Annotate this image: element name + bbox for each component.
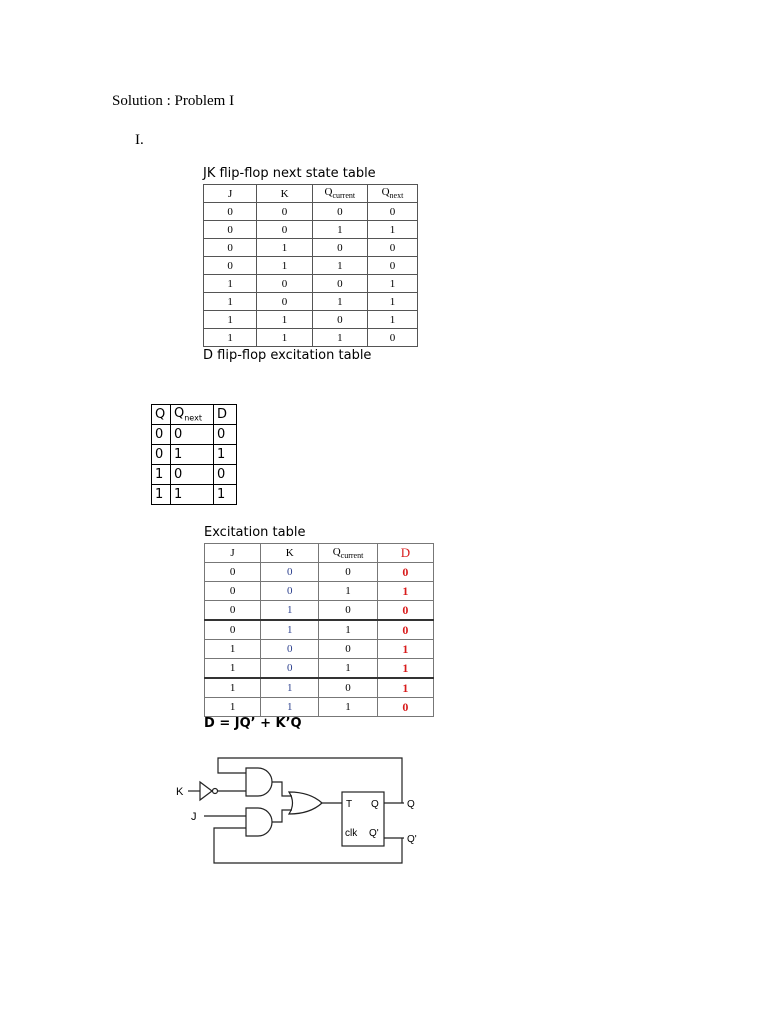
header-q-next: $Q_{next}$ xyxy=(171,405,214,425)
table-cell: 1 xyxy=(257,257,312,275)
table-cell: 1 xyxy=(319,620,378,640)
table-cell: 1 xyxy=(261,698,319,717)
table-row xyxy=(205,563,434,582)
table-cell: 0 xyxy=(204,239,257,257)
header-d: D xyxy=(214,405,237,425)
table-cell: 1 xyxy=(205,678,261,698)
and-bottom-output-wire xyxy=(272,810,292,822)
table-cell: 0 xyxy=(261,563,319,582)
table-cell: 1 xyxy=(367,221,417,239)
table-cell: 1 xyxy=(312,293,367,311)
header-k: K xyxy=(261,544,319,563)
table-cell: 1 xyxy=(171,485,214,505)
table-cell: 0 xyxy=(204,257,257,275)
header-j: J xyxy=(205,544,261,563)
output-qbar-label: Q' xyxy=(407,834,417,845)
table-cell: 0 xyxy=(312,239,367,257)
table-cell: 1 xyxy=(261,620,319,640)
table-row xyxy=(205,640,434,659)
table-cell: 1 xyxy=(261,678,319,698)
table-cell: 1 xyxy=(257,329,312,347)
table-cell: 1 xyxy=(312,329,367,347)
table-row xyxy=(204,275,418,293)
table-header-row xyxy=(152,405,237,425)
table-cell: 0 xyxy=(152,445,171,465)
table-cell: 0 xyxy=(261,640,319,659)
ff-qbar-label: Q' xyxy=(369,828,379,839)
table-cell: 0 xyxy=(312,275,367,293)
table-cell: 1 xyxy=(152,485,171,505)
table-cell: 0 xyxy=(171,465,214,485)
table-cell: 0 xyxy=(319,601,378,621)
excitation-table xyxy=(204,543,434,717)
table-cell: 0 xyxy=(257,293,312,311)
table-row xyxy=(205,698,434,717)
table-cell: 0 xyxy=(261,659,319,679)
table-cell: 1 xyxy=(367,275,417,293)
table-cell: 1 xyxy=(214,445,237,465)
table-cell: 1 xyxy=(261,601,319,621)
excitation-table-caption: Excitation table xyxy=(204,525,306,540)
table-row xyxy=(205,601,434,621)
table-cell: 1 xyxy=(204,329,257,347)
jk-next-state-table xyxy=(203,184,418,347)
table-cell: 0 xyxy=(257,275,312,293)
input-k-label: K xyxy=(176,786,184,798)
header-d: D xyxy=(377,544,433,563)
table-cell: 1 xyxy=(204,293,257,311)
table-cell: 1 xyxy=(377,678,433,698)
table-cell: 1 xyxy=(377,640,433,659)
header-j: J xyxy=(204,185,257,203)
table-cell: 0 xyxy=(319,563,378,582)
table-cell: 0 xyxy=(377,620,433,640)
table-cell: 0 xyxy=(204,203,257,221)
table-row xyxy=(204,311,418,329)
header-q: Q xyxy=(152,405,171,425)
table-cell: 0 xyxy=(377,601,433,621)
or-gate xyxy=(289,792,322,814)
table-cell: 0 xyxy=(257,203,312,221)
not-gate xyxy=(200,782,212,800)
table-cell: 1 xyxy=(257,311,312,329)
table-row xyxy=(205,678,434,698)
table-row xyxy=(152,465,237,485)
table-cell: 0 xyxy=(367,203,417,221)
table-cell: 1 xyxy=(204,275,257,293)
and-top-output-wire xyxy=(272,782,292,796)
table-cell: 1 xyxy=(205,698,261,717)
table-cell: 0 xyxy=(205,582,261,601)
table-cell: 1 xyxy=(367,311,417,329)
table-cell: 1 xyxy=(204,311,257,329)
section-number: I. xyxy=(135,132,144,148)
ff-t-label: T xyxy=(346,799,353,810)
table-cell: 0 xyxy=(312,311,367,329)
header-k: K xyxy=(257,185,312,203)
header-q-current: $Q_{current}$ xyxy=(319,544,378,563)
table-cell: 1 xyxy=(312,257,367,275)
table-cell: 0 xyxy=(367,239,417,257)
d-equation: D = JQ’ + K’Q xyxy=(204,716,302,731)
table-cell: 1 xyxy=(171,445,214,465)
table-cell: 1 xyxy=(377,582,433,601)
header-q-next: $Q_{next}$ xyxy=(367,185,417,203)
table-cell: 1 xyxy=(319,659,378,679)
d-table-caption: D flip-flop excitation table xyxy=(203,348,372,363)
table-cell: 0 xyxy=(152,425,171,445)
table-cell: 1 xyxy=(312,221,367,239)
table-cell: 0 xyxy=(319,678,378,698)
table-row xyxy=(152,445,237,465)
table-cell: 0 xyxy=(319,640,378,659)
table-cell: 1 xyxy=(214,485,237,505)
table-row xyxy=(152,425,237,445)
table-cell: 0 xyxy=(312,203,367,221)
table-cell: 0 xyxy=(204,221,257,239)
table-cell: 0 xyxy=(205,620,261,640)
table-cell: 0 xyxy=(367,257,417,275)
table-header-row xyxy=(204,185,418,203)
table-cell: 1 xyxy=(152,465,171,485)
table-row xyxy=(204,203,418,221)
and-gate-top xyxy=(246,768,272,796)
table-row xyxy=(204,329,418,347)
input-j-label: J xyxy=(191,811,197,823)
table-row xyxy=(204,239,418,257)
table-cell: 1 xyxy=(367,293,417,311)
table-row xyxy=(204,293,418,311)
table-row xyxy=(205,582,434,601)
page-title: Solution : Problem I xyxy=(112,93,235,109)
table-header-row xyxy=(205,544,434,563)
table-cell: 1 xyxy=(205,640,261,659)
table-row xyxy=(204,257,418,275)
table-cell: 1 xyxy=(205,659,261,679)
header-q-current: $Q_{current}$ xyxy=(312,185,367,203)
table-cell: 0 xyxy=(257,221,312,239)
ff-q-label: Q xyxy=(371,799,379,810)
logic-circuit-diagram xyxy=(160,748,432,876)
table-cell: 0 xyxy=(205,563,261,582)
table-cell: 0 xyxy=(261,582,319,601)
table-cell: 0 xyxy=(214,465,237,485)
table-cell: 0 xyxy=(214,425,237,445)
table-row xyxy=(205,620,434,640)
table-cell: 1 xyxy=(319,698,378,717)
not-gate-bubble xyxy=(213,789,218,794)
and-gate-bottom xyxy=(246,808,272,836)
jk-table-caption: JK flip-flop next state table xyxy=(203,166,376,181)
table-cell: 1 xyxy=(257,239,312,257)
table-row xyxy=(205,659,434,679)
table-cell: 0 xyxy=(205,601,261,621)
table-row xyxy=(152,485,237,505)
table-cell: 0 xyxy=(377,698,433,717)
ff-clk-label: clk xyxy=(345,828,358,839)
table-cell: 1 xyxy=(377,659,433,679)
table-row xyxy=(204,221,418,239)
table-cell: 0 xyxy=(377,563,433,582)
table-cell: 1 xyxy=(319,582,378,601)
table-cell: 0 xyxy=(367,329,417,347)
output-q-label: Q xyxy=(407,799,415,810)
d-excitation-table xyxy=(151,404,237,505)
table-cell: 0 xyxy=(171,425,214,445)
